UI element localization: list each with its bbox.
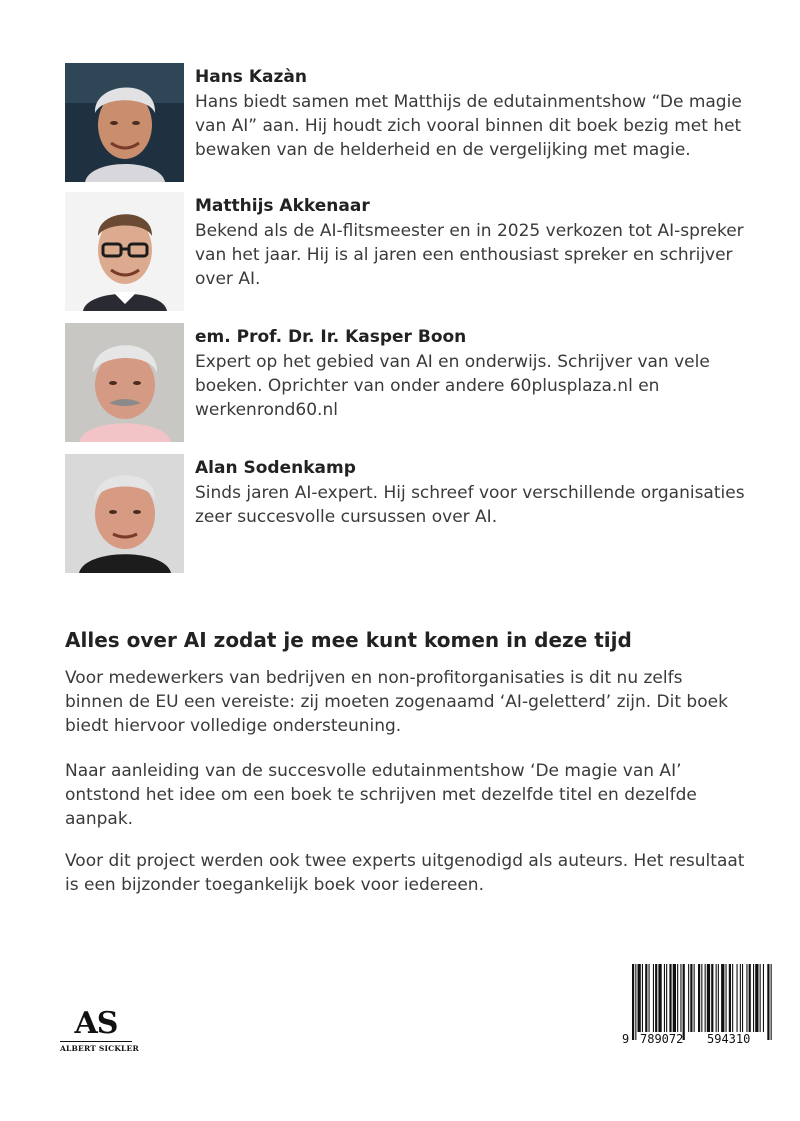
barcode-bar [664,964,665,1032]
author-kasper-boon [65,323,745,443]
barcode-bar [755,964,758,1032]
barcode-bar [680,964,681,1032]
author-hans-kazan [65,63,745,183]
author-name: Matthijs Akkenaar [195,196,370,216]
author-photo-hans [65,63,184,182]
barcode-bar [669,964,671,1032]
barcode-bar [711,964,713,1032]
author-photo-alan [65,454,184,573]
barcode-right-group: 594310 [707,1032,751,1046]
barcode-bar [767,964,769,1040]
barcode-left-group: 789072 [640,1032,684,1046]
barcode-bar [694,964,695,1032]
publisher-logo-mark: AS [74,1006,118,1041]
author-bio: Hans biedt samen met Matthijs de edutainmentshow “De magie van AI” aan. Hij houdt zich vooral binnen dit boek bezig met het bewaken van de helderheid en de vergelijking met magie. [195,92,742,160]
barcode-bar [677,964,678,1032]
barcode-bar [707,964,710,1032]
barcode-bar [721,964,724,1032]
barcode-bar [673,964,676,1032]
author-alan-sodenkamp [65,454,745,574]
author-bio: Sinds jaren AI-expert. Hij schreef voor verschillende organisaties zeer succesvolle cursussen over AI. [195,483,745,527]
author-name: Alan Sodenkamp [195,458,356,478]
author-photo-matthijs [65,192,184,311]
barcode-bar [635,964,636,1040]
barcode-bar [638,964,641,1032]
blurb-paragraph: Naar aanleiding van de succesvolle edutainmentshow ‘De magie van AI’ ontstond het idee om een boek te schrijven met dezelfde titel en dezelfde aanpak. [65,761,697,829]
blurb-heading: Alles over AI zodat je mee kunt komen in deze tijd [65,628,632,652]
barcode-bar [658,964,661,1032]
author-bio: Expert op het gebied van AI en onderwijs. Schrijver van vele boeken. Oprichter van onder andere 60plusplaza.nl en werkenrond60.nl [195,352,710,420]
barcode-bar [742,964,743,1032]
barcode-first-digit: 9 [622,1032,630,1046]
barcode-bar [716,964,717,1032]
barcode-bar [653,964,654,1032]
author-bio: Bekend als de AI-flitsmeester en in 2025 verkozen tot AI-spreker van het jaar. Hij is al jaren een enthousiast spreker en schrijver over AI. [195,221,744,289]
barcode-bar [632,964,634,1040]
barcode-bar [763,964,764,1032]
barcode-bar [649,964,650,1032]
isbn-barcode [622,964,774,1054]
author-name: Hans Kazàn [195,67,307,87]
barcode-bar [698,964,700,1032]
barcode-bar [737,964,738,1032]
barcode-bar [732,964,733,1032]
publisher-logo [60,1006,139,1056]
barcode-bar [729,964,731,1032]
barcode-bar [718,964,719,1032]
publisher-logo-name: ALBERT SICKLER [60,1041,132,1053]
barcode-bar [726,964,727,1032]
blurb-paragraph: Voor dit project werden ook twee experts uitgenodigd als auteurs. Het resultaat is een bijzonder toegankelijk boek voor iedereen. [65,851,745,895]
barcode-bar [683,964,685,1040]
barcode-bar [771,964,772,1040]
barcode-bar [645,964,647,1032]
blurb-paragraph: Voor medewerkers van bedrijven en non-profitorganisaties is dit nu zelfs binnen de EU een vereiste: zij moeten zogenaamd ‘AI-geletterd’ zijn. Dit boek biedt hiervoor volledige ondersteuning. [65,668,728,736]
barcode-bar [749,964,751,1032]
barcode-bar [753,964,754,1032]
barcode-bar [701,964,702,1032]
barcode-bar [688,964,689,1032]
barcode-bar [690,964,692,1032]
barcode-bars [630,964,774,1042]
author-photo-kasper [65,323,184,442]
barcode-bar [666,964,667,1032]
barcode-bar [705,964,706,1032]
barcode-bar [746,964,747,1032]
author-matthijs-akkenaar [65,192,745,312]
barcode-bar [740,964,741,1032]
barcode-bar [655,964,657,1032]
barcode-bar [760,964,761,1032]
barcode-bar [642,964,643,1032]
author-name: em. Prof. Dr. Ir. Kasper Boon [195,327,467,347]
